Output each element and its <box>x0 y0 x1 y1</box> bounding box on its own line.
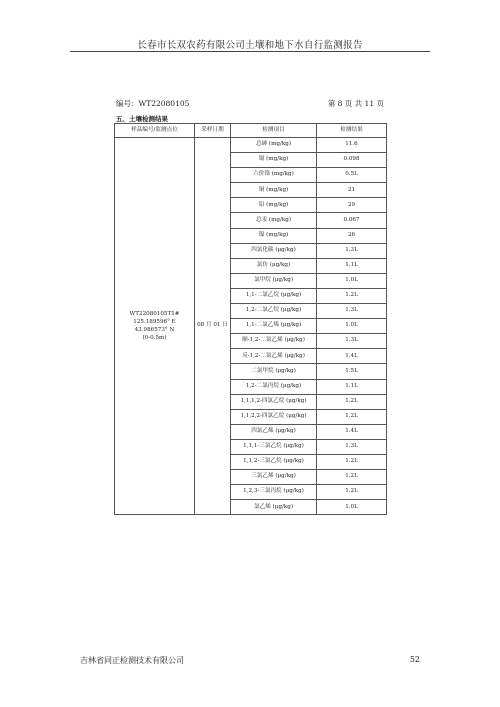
table-header-row <box>115 124 387 138</box>
test-result-cell: 1.5L <box>317 364 387 379</box>
sample-id-cell <box>115 138 195 515</box>
test-result-cell: 21 <box>317 183 387 198</box>
test-item-cell: 反-1,2-二氯乙烯 (μg/kg) <box>231 349 317 364</box>
test-item-cell: 1,1-二氯乙烷 (μg/kg) <box>231 288 317 303</box>
test-item-cell: 1,2-二氯丙烷 (μg/kg) <box>231 379 317 394</box>
test-result-cell: 1.3L <box>317 439 387 454</box>
test-item-cell: 1,1,1,2-四氯乙烷 (μg/kg) <box>231 394 317 409</box>
sampling-date-cell: 08 月 01 日 <box>195 138 231 515</box>
test-result-cell: 1.2L <box>317 485 387 500</box>
page-info: 第 8 页 共 11 页 <box>327 99 384 108</box>
test-item-cell: 总汞 (mg/kg) <box>231 213 317 228</box>
test-result-cell: 1.0L <box>317 500 387 515</box>
test-result-cell: 11.6 <box>317 138 387 153</box>
test-item-cell: 顺-1,2-二氯乙烯 (μg/kg) <box>231 334 317 349</box>
test-item-cell: 氯乙烯 (μg/kg) <box>231 500 317 515</box>
test-item-cell: 1,1,2,2-四氯乙烷 (μg/kg) <box>231 409 317 424</box>
test-item-cell: 镍 (mg/kg) <box>231 228 317 243</box>
test-result-cell: 1.0L <box>317 319 387 334</box>
test-result-cell: 1.1L <box>317 379 387 394</box>
test-result-cell: 29 <box>317 198 387 213</box>
header-divider <box>70 51 430 52</box>
test-result-cell: 0.067 <box>317 213 387 228</box>
table-body <box>115 138 387 515</box>
test-item-cell: 二氯甲烷 (μg/kg) <box>231 364 317 379</box>
test-result-cell: 1.4L <box>317 349 387 364</box>
header-date: 采样日期 <box>195 124 231 138</box>
test-item-cell: 氯仿 (μg/kg) <box>231 258 317 273</box>
test-result-cell: 1.2L <box>317 470 387 485</box>
report-number: 编号：WT22080105 <box>116 99 190 108</box>
header-sample: 样品编号/监测点位 <box>115 124 195 138</box>
sample-id-line: 43.986573° N <box>134 327 175 334</box>
test-item-cell: 铜 (mg/kg) <box>231 183 317 198</box>
test-item-cell: 1,1-二氯乙烯 (μg/kg) <box>231 319 317 334</box>
sample-id-line: (0-0.5m) <box>142 335 167 342</box>
test-result-cell: 1.2L <box>317 409 387 424</box>
test-result-cell: 0.5L <box>317 168 387 183</box>
test-item-cell: 镉 (mg/kg) <box>231 153 317 168</box>
test-result-cell: 1.2L <box>317 394 387 409</box>
test-item-cell: 1,2,3-三氯丙烷 (μg/kg) <box>231 485 317 500</box>
test-result-cell: 1.0L <box>317 273 387 288</box>
test-item-cell: 三氯乙烯 (μg/kg) <box>231 470 317 485</box>
footer-company: 吉林省同正检测技术有限公司 <box>80 656 184 665</box>
test-result-cell: 1.3L <box>317 334 387 349</box>
table-row <box>115 138 387 153</box>
test-item-cell: 总砷 (mg/kg) <box>231 138 317 153</box>
test-result-cell: 0.098 <box>317 153 387 168</box>
report-header-title: 长春市长双农药有限公司土壤和地下水自行监测报告 <box>137 40 363 51</box>
sample-id-line: 125.189596° E <box>133 319 176 326</box>
header-result: 检测结果 <box>317 124 387 138</box>
test-item-cell: 1,1,1-三氯乙烷 (μg/kg) <box>231 439 317 454</box>
soil-results-table <box>114 123 387 515</box>
footer-page-number: 52 <box>409 655 420 664</box>
test-item-cell: 1,1,2-三氯乙烷 (μg/kg) <box>231 454 317 469</box>
test-result-cell: 1.2L <box>317 454 387 469</box>
section-title: 五、土壤检测结果 <box>116 115 168 123</box>
test-result-cell: 26 <box>317 228 387 243</box>
test-result-cell: 1.1L <box>317 258 387 273</box>
header-item: 检测项目 <box>231 124 317 138</box>
test-item-cell: 1,2-二氯乙烷 (μg/kg) <box>231 304 317 319</box>
sample-id-line: WT22080105T1# <box>129 310 180 317</box>
test-item-cell: 四氯乙烯 (μg/kg) <box>231 424 317 439</box>
test-item-cell: 铅 (mg/kg) <box>231 198 317 213</box>
test-result-cell: 1.3L <box>317 304 387 319</box>
test-item-cell: 氯甲烷 (μg/kg) <box>231 273 317 288</box>
test-result-cell: 1.4L <box>317 424 387 439</box>
test-result-cell: 1.2L <box>317 288 387 303</box>
test-result-cell: 1.3L <box>317 243 387 258</box>
test-item-cell: 六价铬 (mg/kg) <box>231 168 317 183</box>
test-item-cell: 四氯化碳 (μg/kg) <box>231 243 317 258</box>
